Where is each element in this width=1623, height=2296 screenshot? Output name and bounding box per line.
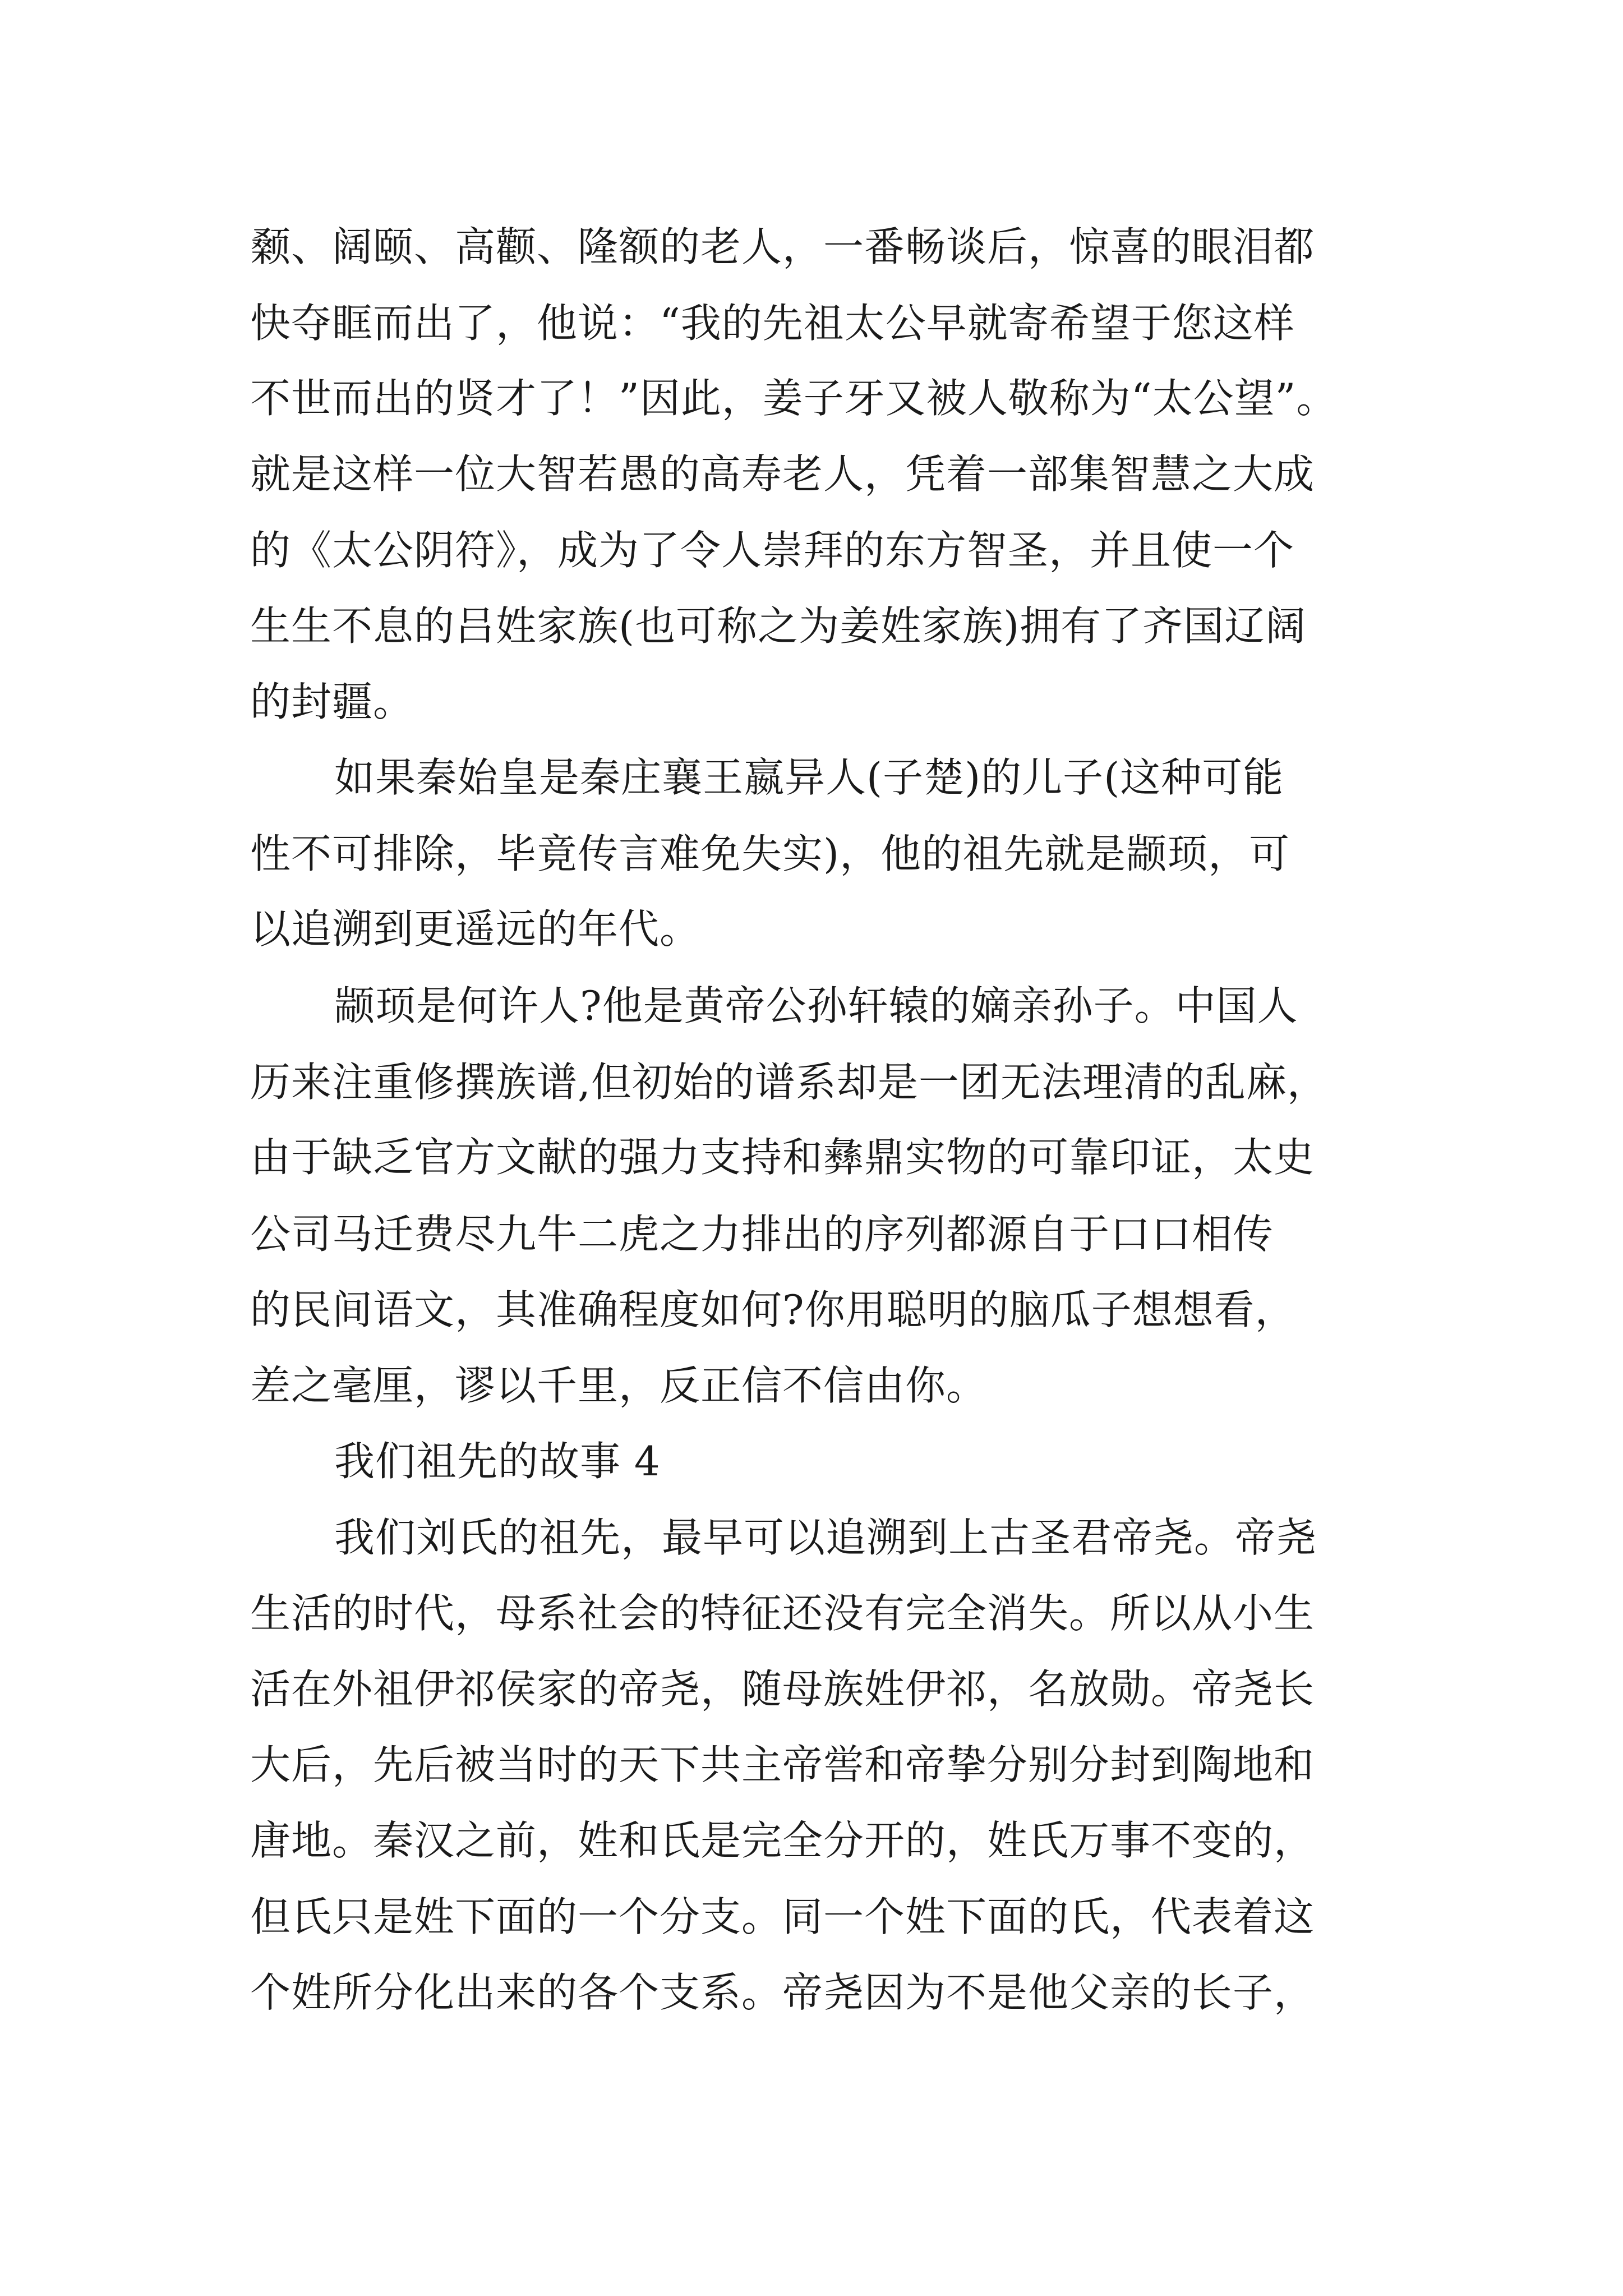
text-line: 公司马迁费尽九牛二虎之力排出的序列都源自于口口相传 (250, 1211, 1274, 1258)
text-line: 的封疆。 (250, 678, 414, 725)
text-line: 个姓所分化出来的各个支系。帝尧因为不是他父亲的长子， (250, 1969, 1315, 2016)
text-line: 我们刘氏的祖先，最早可以追溯到上古圣君帝尧。帝尧 (334, 1514, 1317, 1561)
section-heading: 我们祖先的故事 4 (334, 1438, 661, 1485)
text-line: 快夺眶而出了，他说：“我的先祖太公早就寄希望于您这样 (250, 300, 1295, 347)
text-line: 大后，先后被当时的天下共主帝喾和帝挚分别分封到陶地和 (250, 1741, 1315, 1788)
text-line: 历来注重修撰族谱,但初始的谱系却是一团无法理清的乱麻， (250, 1059, 1328, 1106)
text-line: 颛顼是何许人?他是黄帝公孙轩辕的嫡亲孙子。中国人 (334, 982, 1298, 1029)
text-line: 以追溯到更遥远的年代。 (250, 905, 701, 953)
text-line: 的民间语文，其准确程度如何?你用聪明的脑瓜子想想看， (250, 1286, 1296, 1333)
text-line: 颡、阔颐、高颧、隆额的老人，一番畅谈后，惊喜的眼泪都 (250, 223, 1315, 270)
text-line: 生活的时代，母系社会的特征还没有完全消失。所以从小生 (250, 1590, 1315, 1637)
text-line: 生生不息的吕姓家族(也可称之为姜姓家族)拥有了齐国辽阔 (250, 602, 1307, 650)
text-line: 如果秦始皇是秦庄襄王嬴异人(子楚)的儿子(这种可能 (334, 754, 1284, 801)
text-line: 唐地。秦汉之前，姓和氏是完全分开的，姓氏万事不变的， (250, 1817, 1315, 1864)
text-line: 由于缺乏官方文献的强力支持和彝鼎实物的可靠印证，太史 (250, 1134, 1315, 1181)
text-line: 差之毫厘，谬以千里，反正信不信由你。 (250, 1362, 988, 1409)
text-line: 活在外祖伊祁侯家的帝尧，随母族姓伊祁，名放勋。帝尧长 (250, 1665, 1315, 1713)
text-line: 性不可排除，毕竟传言难免失实)，他的祖先就是颛顼，可 (250, 830, 1290, 877)
text-line: 不世而出的贤才了！”因此，姜子牙又被人敬称为“太公望”。 (250, 375, 1338, 422)
text-line: 的《太公阴符》，成为了令人崇拜的东方智圣，并且使一个 (250, 527, 1295, 574)
text-line: 就是这样一位大智若愚的高寿老人，凭着一部集智慧之大成 (250, 450, 1315, 498)
text-line: 但氏只是姓下面的一个分支。同一个姓下面的氏，代表着这 (250, 1893, 1315, 1940)
